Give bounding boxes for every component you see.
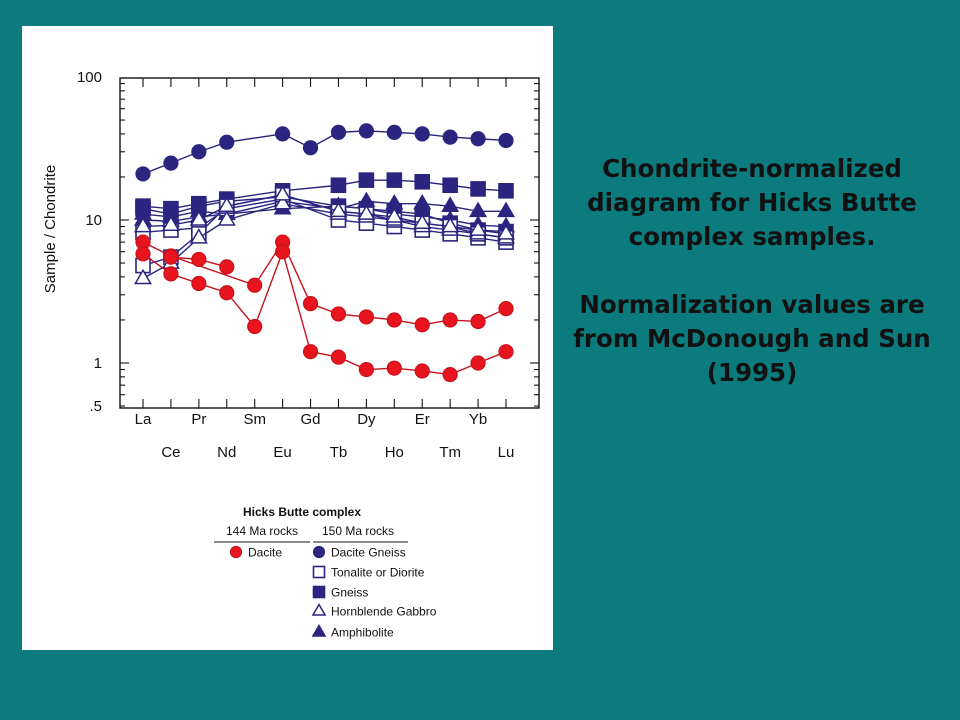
- x-tick-label: Ce: [161, 444, 181, 461]
- x-tick-label: Dy: [357, 411, 376, 428]
- data-point-dacite_gneiss: [276, 127, 290, 141]
- data-point-dacite_gneiss: [192, 145, 206, 159]
- data-point-dacite_gneiss: [359, 124, 373, 138]
- legend-label-hornblende: Hornblende Gabbro: [331, 604, 437, 619]
- y-tick-label: 1: [93, 355, 102, 372]
- legend-marker-amphibolite: [313, 626, 325, 636]
- data-point-dacite: [220, 260, 234, 274]
- data-point-dacite_gneiss: [304, 141, 318, 155]
- data-point-dacite: [387, 313, 401, 327]
- data-point-amphibolite: [415, 195, 430, 208]
- x-tick-label: Tb: [329, 444, 348, 461]
- data-point-dacite: [387, 361, 401, 375]
- data-point-dacite_gneiss: [136, 167, 150, 181]
- legend-label-amphibolite: Amphibolite: [331, 625, 394, 640]
- data-point-gneiss: [359, 173, 373, 187]
- x-tick-label: Eu: [273, 444, 292, 461]
- data-point-dacite: [415, 364, 429, 378]
- x-tick-label: Sm: [243, 411, 266, 428]
- data-point-dacite: [471, 356, 485, 370]
- caption-source: Normalization values are from McDonough and Sun (1995): [573, 290, 931, 387]
- data-point-dacite: [499, 345, 513, 359]
- chart-panel: [22, 26, 553, 650]
- data-point-gneiss: [471, 182, 485, 196]
- x-tick-label: Ho: [384, 444, 404, 461]
- legend-title: Hicks Butte complex: [242, 505, 362, 519]
- caption-title: Chondrite-normalized diagram for Hicks Butte complex samples.: [587, 154, 917, 251]
- data-point-dacite: [192, 252, 206, 266]
- data-point-dacite: [136, 247, 150, 261]
- data-point-dacite: [331, 307, 345, 321]
- data-point-dacite: [248, 278, 262, 292]
- data-point-dacite_gneiss: [387, 125, 401, 139]
- legend-marker-tonalite: [314, 567, 325, 578]
- legend-marker-dacite: [231, 547, 242, 558]
- data-point-dacite: [443, 368, 457, 382]
- data-point-dacite: [359, 363, 373, 377]
- data-point-dacite: [220, 286, 234, 300]
- x-tick-label: Nd: [217, 444, 237, 461]
- data-point-amphibolite: [498, 203, 513, 216]
- x-tick-label: Tm: [439, 444, 461, 461]
- y-axis-label: Sample / Chondrite: [42, 164, 59, 294]
- y-tick-label: .5: [89, 398, 102, 416]
- data-point-dacite: [471, 315, 485, 329]
- x-tick-label: Lu: [497, 444, 515, 461]
- data-point-dacite_gneiss: [331, 125, 345, 139]
- data-point-dacite_gneiss: [471, 132, 485, 146]
- data-point-dacite_gneiss: [220, 135, 234, 149]
- x-tick-label: Yb: [468, 411, 488, 428]
- legend-group-144: 144 Ma rocks: [225, 524, 299, 538]
- data-point-amphibolite: [442, 198, 457, 211]
- data-point-dacite: [304, 297, 318, 311]
- legend-label-dacite_gneiss: Dacite Gneiss: [331, 545, 406, 560]
- legend-label-tonalite: Tonalite or Diorite: [331, 565, 425, 580]
- y-tick-label: 10: [85, 212, 102, 229]
- data-point-dacite: [276, 245, 290, 259]
- x-tick-label: La: [134, 411, 152, 428]
- data-point-dacite_gneiss: [164, 156, 178, 170]
- data-point-dacite: [331, 350, 345, 364]
- legend-marker-gneiss: [314, 587, 325, 598]
- data-point-gneiss: [499, 184, 513, 198]
- x-tick-label: Pr: [191, 411, 207, 428]
- data-point-dacite: [499, 302, 513, 316]
- data-point-dacite: [248, 319, 262, 333]
- data-point-gneiss: [415, 175, 429, 189]
- ree-plot: [22, 26, 553, 650]
- legend-marker-dacite_gneiss: [314, 547, 325, 558]
- legend-marker-hornblende: [313, 605, 325, 615]
- data-point-gneiss: [443, 178, 457, 192]
- data-point-dacite_gneiss: [415, 127, 429, 141]
- data-point-dacite_gneiss: [443, 130, 457, 144]
- data-point-gneiss: [331, 178, 345, 192]
- data-point-dacite: [164, 250, 178, 264]
- data-point-dacite: [443, 313, 457, 327]
- data-point-dacite_gneiss: [499, 133, 513, 147]
- x-tick-label: Gd: [300, 411, 321, 428]
- slide-caption: [572, 152, 932, 390]
- legend-group-150: 150 Ma rocks: [321, 524, 395, 538]
- data-point-dacite: [304, 345, 318, 359]
- data-point-dacite: [164, 267, 178, 281]
- legend-label-gneiss: Gneiss: [331, 585, 369, 600]
- data-point-dacite: [192, 276, 206, 290]
- x-tick-label: Er: [414, 411, 430, 428]
- legend-label-dacite: Dacite: [248, 545, 283, 560]
- data-point-dacite: [415, 318, 429, 332]
- data-point-dacite: [359, 310, 373, 324]
- data-point-gneiss: [387, 173, 401, 187]
- y-tick-label: 100: [76, 69, 102, 86]
